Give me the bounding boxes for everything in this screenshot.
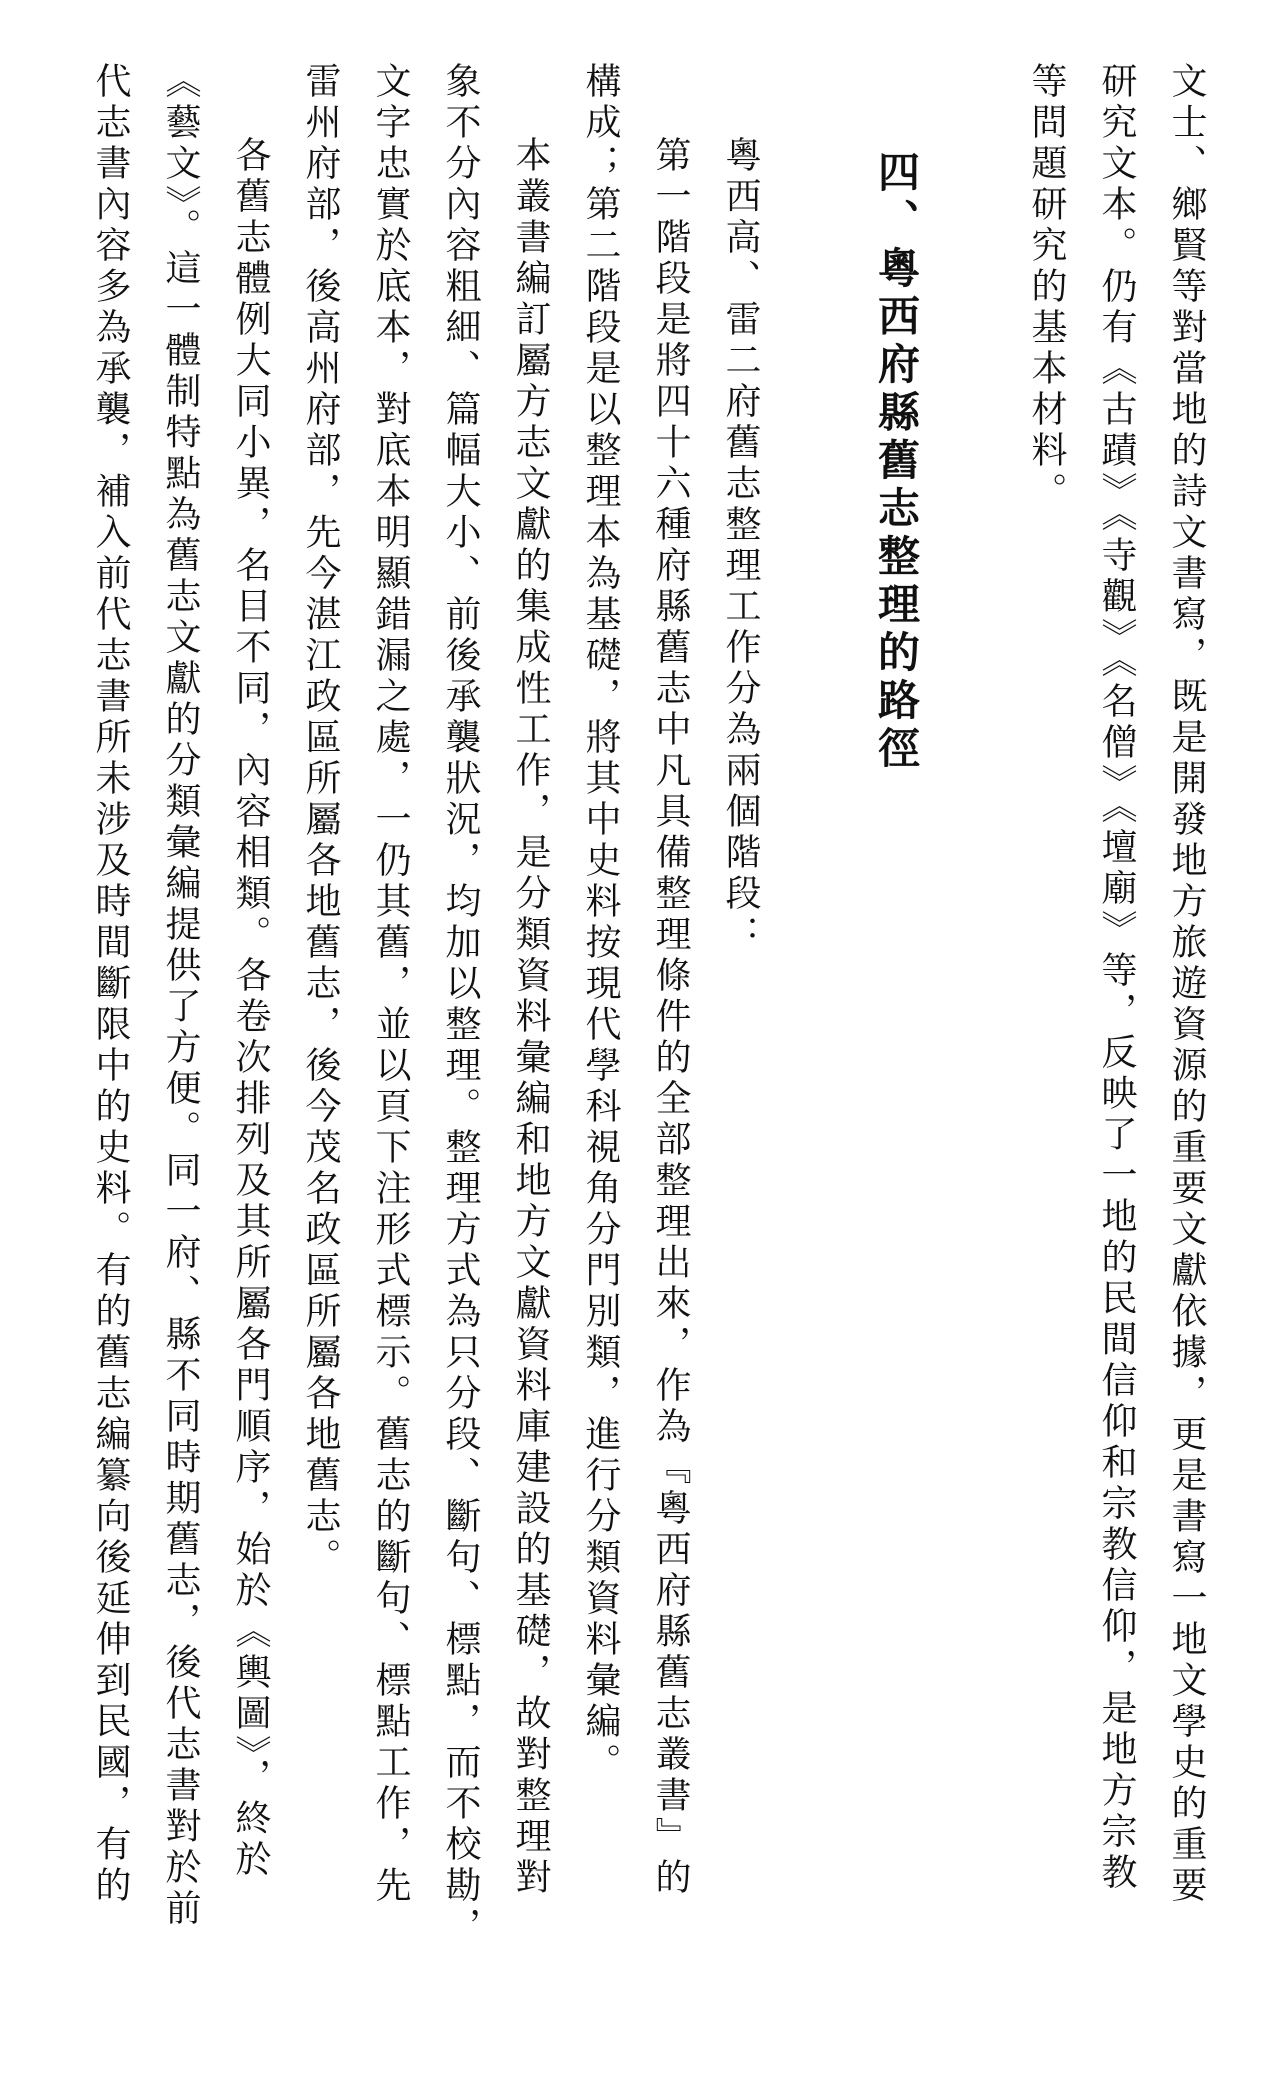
text-column-1: 文士、鄉賢等對當地的詩文書寫，既是開發地方旅遊資源的重要文獻依據，更是書寫一地文學史的重要 bbox=[1166, 62, 1207, 1907]
text-column-11: 雷州府部，後高州府部，先今湛江政區所屬各地舊志，後今茂名政區所屬各地舊志。 bbox=[300, 62, 341, 1579]
text-column-10: 文字忠實於底本，對底本明顯錯漏之處，一仍其舊，並以頁下注形式標示。舊志的斷句、標點工作，先 bbox=[370, 62, 411, 1907]
text-column-13: 《藝文》。這一體制特點為舊志文獻的分類彙編提供了方便。同一府、縣不同時期舊志，後代志書對於前 bbox=[160, 62, 201, 1930]
text-column-6: 第一階段是將四十六種府縣舊志中凡具備整理條件的全部整理出來，作為『粵西府縣舊志叢書』的 bbox=[650, 136, 691, 1899]
text-column-9: 象不分內容粗細、篇幅大小、前後承襲狀況，均加以整理。整理方式為只分段、斷句、標點，而不校勘， bbox=[440, 62, 481, 1948]
text-column-14: 代志書內容多為承襲，補入前代志書所未涉及時間斷限中的史料。有的舊志編纂向後延伸到民國，有的 bbox=[90, 62, 131, 1907]
section-heading: 四、粵西府縣舊志整理的路徑 bbox=[872, 150, 921, 774]
text-column-5: 粵西高、雷二府舊志整理工作分為兩個階段： bbox=[720, 136, 761, 956]
text-column-8: 本叢書編訂屬方志文獻的集成性工作，是分類資料彙編和地方文獻資料庫建設的基礎，故對整理對 bbox=[510, 136, 551, 1899]
text-column-12: 各舊志體例大同小異，名目不同，內容相類。各卷次排列及其所屬各門順序，始於《輿圖》，終於 bbox=[230, 136, 271, 1881]
text-column-3: 等問題研究的基本材料。 bbox=[1026, 62, 1067, 513]
text-column-7: 構成；第二階段是以整理本為基礎，將其中史料按現代學科視角分門別類，進行分類資料彙編。 bbox=[580, 62, 621, 1784]
text-column-2: 研究文本。仍有《古蹟》《寺觀》《名僧》《壇廟》等，反映了一地的民間信仰和宗教信仰，是地方宗教 bbox=[1096, 62, 1137, 1894]
